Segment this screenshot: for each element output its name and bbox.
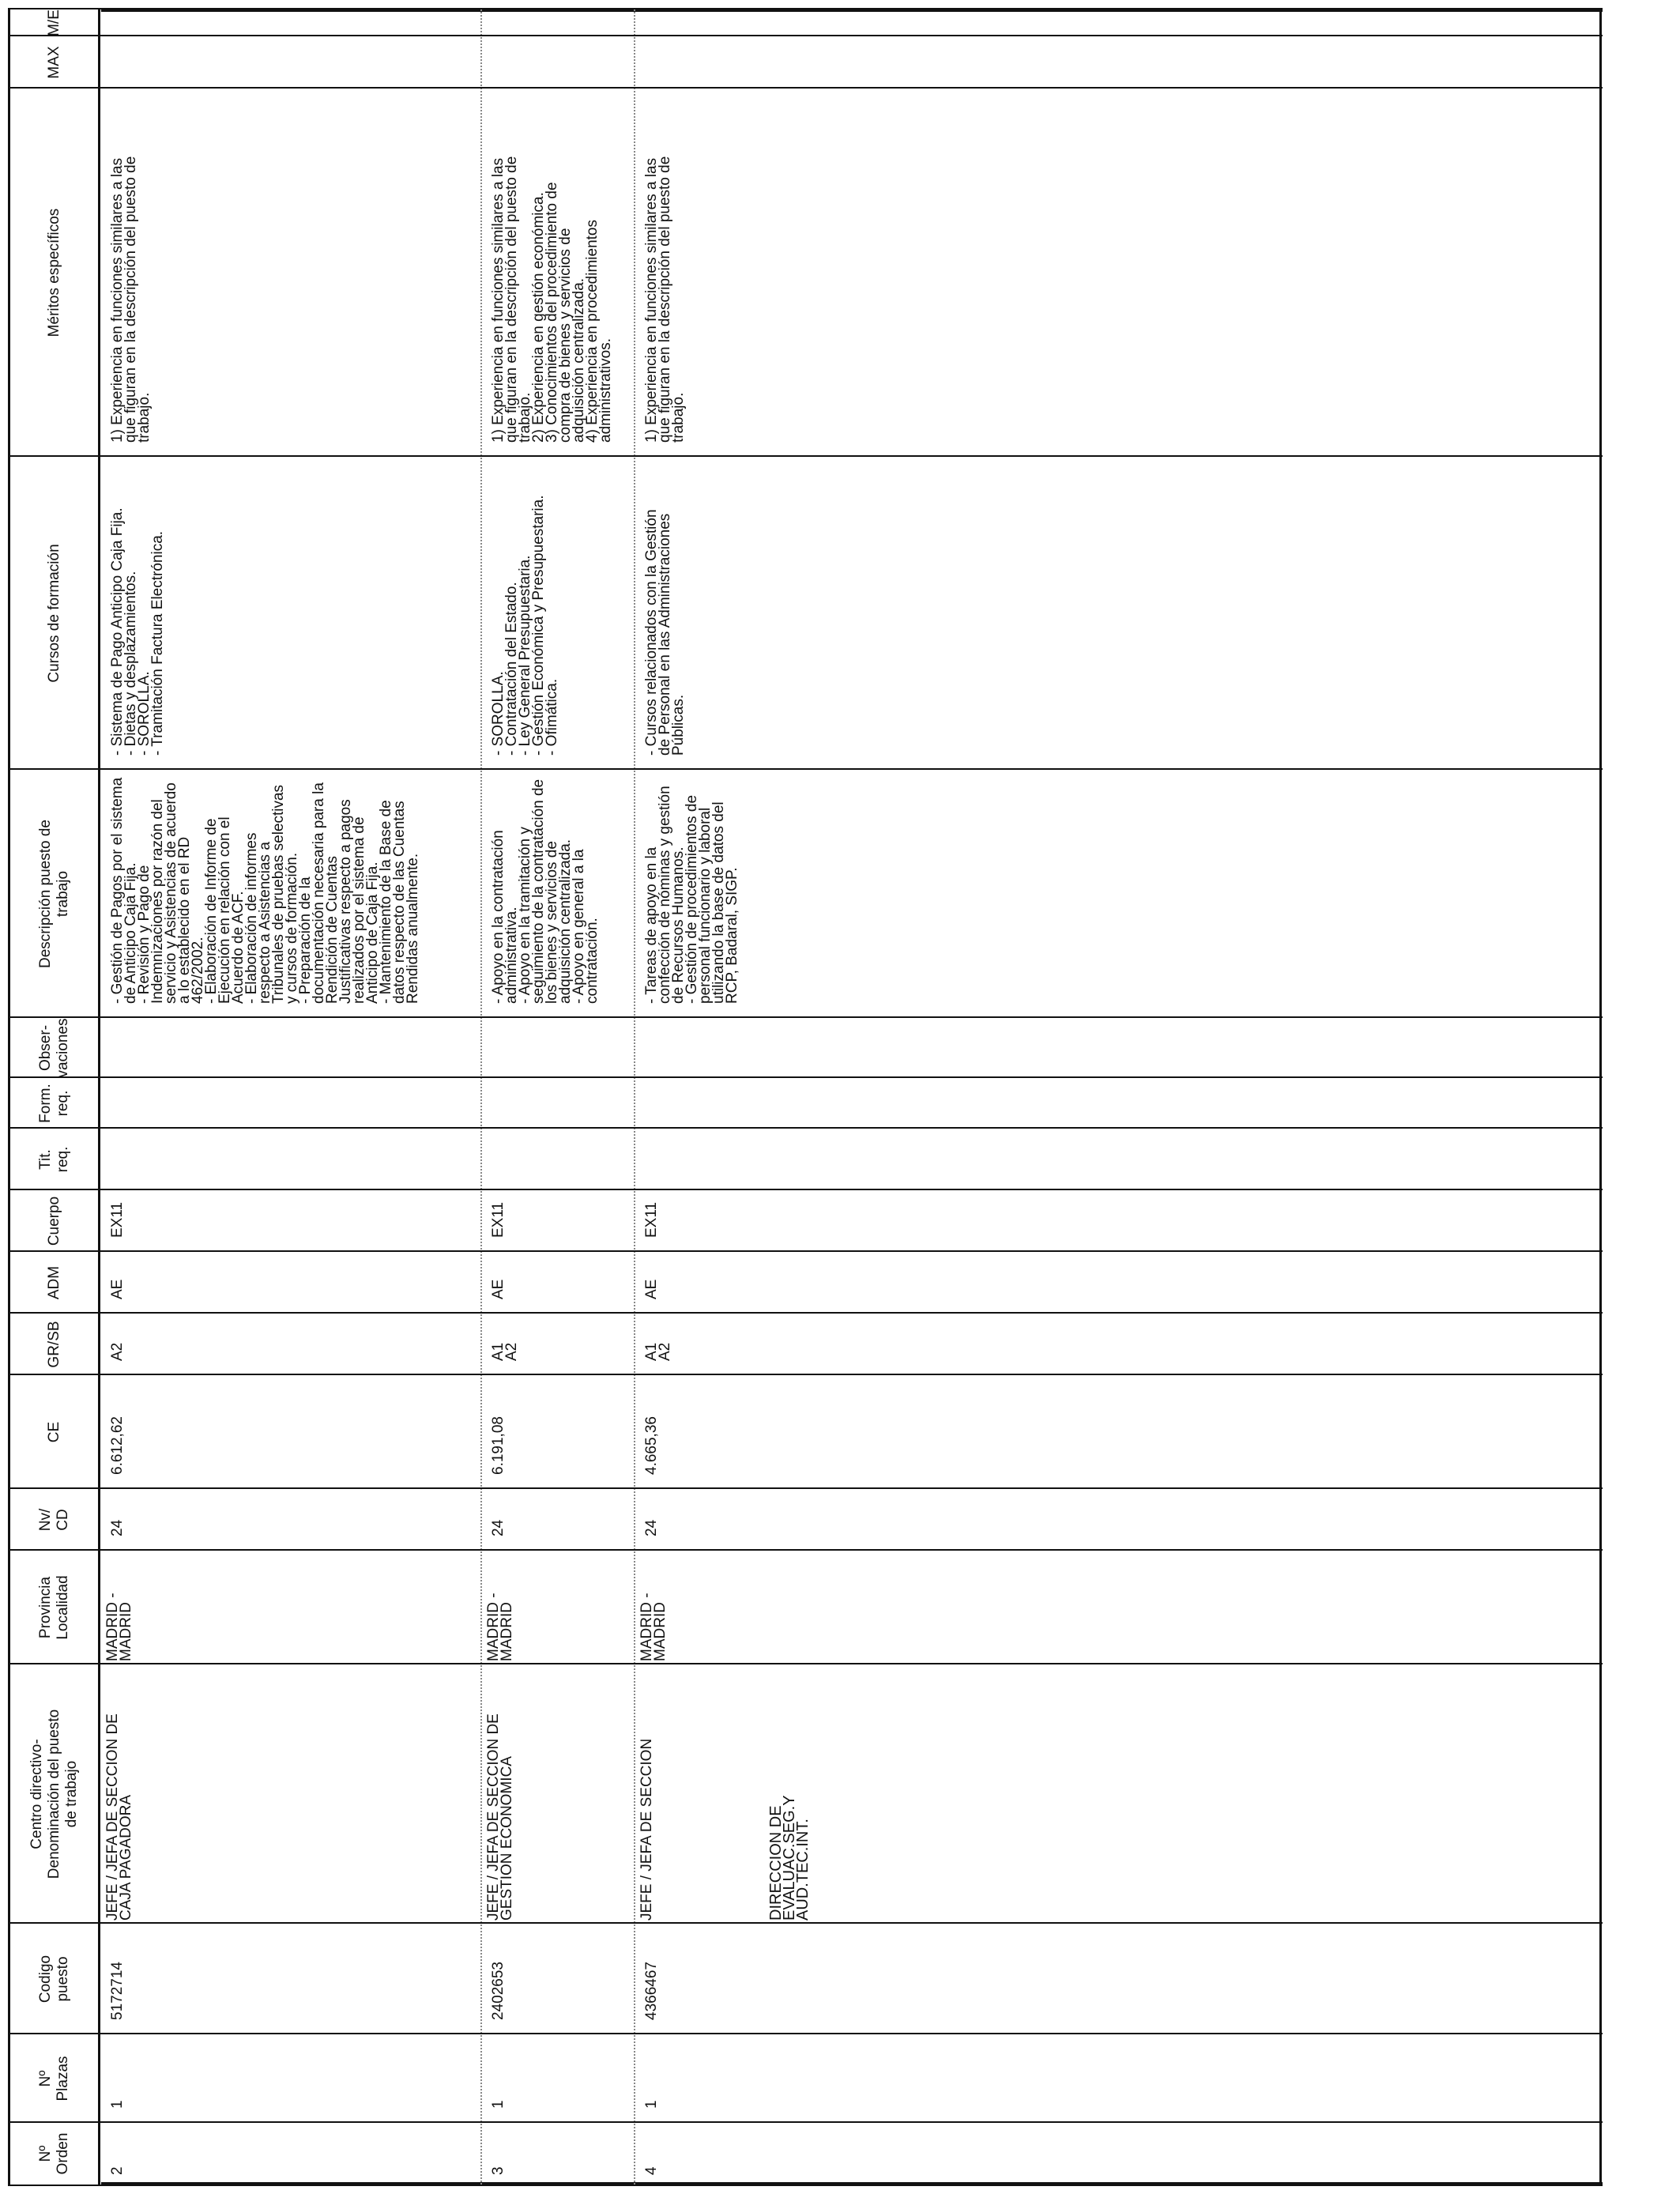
row-centro: JEFE / JEFA DE SECCION — [638, 1738, 655, 1921]
header-nivel: Nv/ CD — [37, 1508, 71, 1532]
row-grupo: A1 A2 — [643, 1342, 673, 1361]
row-descripcion: - Apoyo en la contratación administrativa. - Apoyo en la tramitación y seguimiento de la contratación de los bienes y servicios de adquisición centralizada. - Apoyo en general a la contratación. — [490, 778, 601, 1004]
row-provincia: MADRID - MADRID — [638, 1593, 669, 1661]
header-provincia: Provincia Localidad — [37, 1575, 71, 1640]
row-codigo: 4366467 — [643, 1962, 660, 2020]
row-meritos: 1) Experiencia en funciones similares a las que figuran en la descripción del puesto de trabajo. 2) Experiencia en gestión económica. 3) Conocimientos del procedimiento de compra de bienes y servicios de adquisición centralizada. 4) Experiencia en procedimientos administrativos. — [490, 156, 614, 443]
row-orden: 2 — [109, 2166, 126, 2175]
header-orden: Nº Orden — [37, 2132, 71, 2175]
header-plazas: Nº Plazas — [37, 2056, 71, 2102]
row-grupo: A2 — [109, 1342, 126, 1361]
row-provincia: MADRID - MADRID — [104, 1593, 134, 1661]
row-nivel: 24 — [109, 1519, 126, 1536]
header-form: Form. req. — [37, 1084, 71, 1123]
row-descripcion: - Tareas de apoyo en la confección de nóminas y gestión de Recursos Humanos. - Gestión de procedimientos de personal funcionario y laboral utilizando la base de datos del RCP, Badaral, SIGP. — [643, 786, 740, 1004]
header-ce: CE — [46, 1421, 62, 1443]
row-cursos: - SOROLLA. - Contratación del Estado. - Ley General Presupuestaria. - Gestión Económica y Presupuestaria. - Ofimática. — [490, 495, 560, 756]
header-adm: ADM — [46, 1265, 62, 1300]
row-ce: 4.665,36 — [643, 1416, 660, 1475]
table-bottom-rule — [1599, 9, 1602, 2185]
row-ce: 6.191,08 — [490, 1416, 507, 1475]
row-cursos: - Cursos relacionados con la Gestión de Personal en las Administraciones Públicas. — [643, 509, 687, 756]
row-adm: AE — [490, 1279, 507, 1299]
row-cuerpo: EX11 — [490, 1201, 507, 1238]
header-max: MAX — [46, 46, 62, 79]
header-tit: Tit. req. — [37, 1146, 71, 1173]
header-me: M/E — [46, 9, 62, 36]
row-adm: AE — [643, 1279, 660, 1299]
header-descripcion: Descripción puesto de trabajo — [37, 820, 71, 968]
row-plazas: 1 — [490, 2100, 507, 2109]
row-nivel: 24 — [643, 1519, 660, 1536]
row-codigo: 2402653 — [490, 1962, 507, 2020]
row-orden: 3 — [490, 2166, 507, 2175]
row-meritos: 1) Experiencia en funciones similares a las que figuran en la descripción del puesto de trabajo. — [109, 156, 153, 443]
rotated-table-page — [28, 9, 1603, 2185]
row-cursos: - Sistema de Pago Anticipo Caja Fija. - Dietas y desplazamientos. - SOROLLA. - Tramitación Factura Electrónica. — [109, 507, 166, 756]
header-observaciones: Obser- vaciones — [37, 1018, 71, 1078]
row-separator — [634, 9, 635, 2185]
row-meritos: 1) Experiencia en funciones similares a las que figuran en la descripción del puesto de trabajo. — [643, 156, 687, 443]
row-separator — [480, 9, 482, 2185]
header-bottom-rule — [98, 9, 100, 2185]
table-frame — [101, 9, 1603, 2185]
row-plazas: 1 — [643, 2100, 660, 2109]
row-cuerpo: EX11 — [643, 1201, 660, 1238]
row-descripcion: - Gestión de Pagos por el sistema de Anticipo Caja Fija. - Revisión y Pago de Indemnizaciones por razón del servicio y Asistencias de acuerdo a lo establecido en el RD 462/2002. - Elaboración de Informe de Ejecución en relación con el Acuerdo de ACF. - Elaboración de informes respecto a Asistencias a Tribunales de pruebas selectivas y cursos de formación. - Preparación de la documentación necesaria para la Rendición de Cuentas Justificativas respecto a pagos realizados por el sistema de Anticipo de Caja Fija. - Mantenimiento de la Base de datos respecto de las Cuentas Rendidas anualmente. — [109, 777, 421, 1004]
header-top-rule — [8, 9, 10, 2185]
header-grupo: GR/SB — [46, 1321, 62, 1368]
row-plazas: 1 — [109, 2100, 126, 2109]
header-cuerpo: Cuerpo — [46, 1196, 62, 1246]
row-codigo: 5172714 — [109, 1962, 126, 2020]
row-provincia: MADRID - MADRID — [485, 1593, 515, 1661]
row-centro: JEFE / JEFA DE SECCION DE GESTION ECONOMICA — [485, 1713, 515, 1921]
row-adm: AE — [109, 1279, 126, 1299]
header-cursos: Cursos de formación — [46, 544, 62, 683]
header-codigo: Codigo puesto — [37, 1955, 71, 2004]
row-grupo: A1 A2 — [490, 1342, 520, 1361]
row-nivel: 24 — [490, 1519, 507, 1536]
header-meritos: Méritos específicos — [46, 208, 62, 337]
row-cuerpo: EX11 — [109, 1201, 126, 1238]
header-centro: Centro directivo- Denominación del puesto de trabajo — [28, 1709, 80, 1879]
row-ce: 6.612,62 — [109, 1416, 126, 1475]
section-heading: DIRECCION DE EVALUAC.SEG.Y AUD.TEC.INT. — [767, 1795, 812, 1921]
row-centro: JEFE / JEFA DE SECCION DE CAJA PAGADORA — [104, 1713, 134, 1921]
row-orden: 4 — [643, 2166, 660, 2175]
